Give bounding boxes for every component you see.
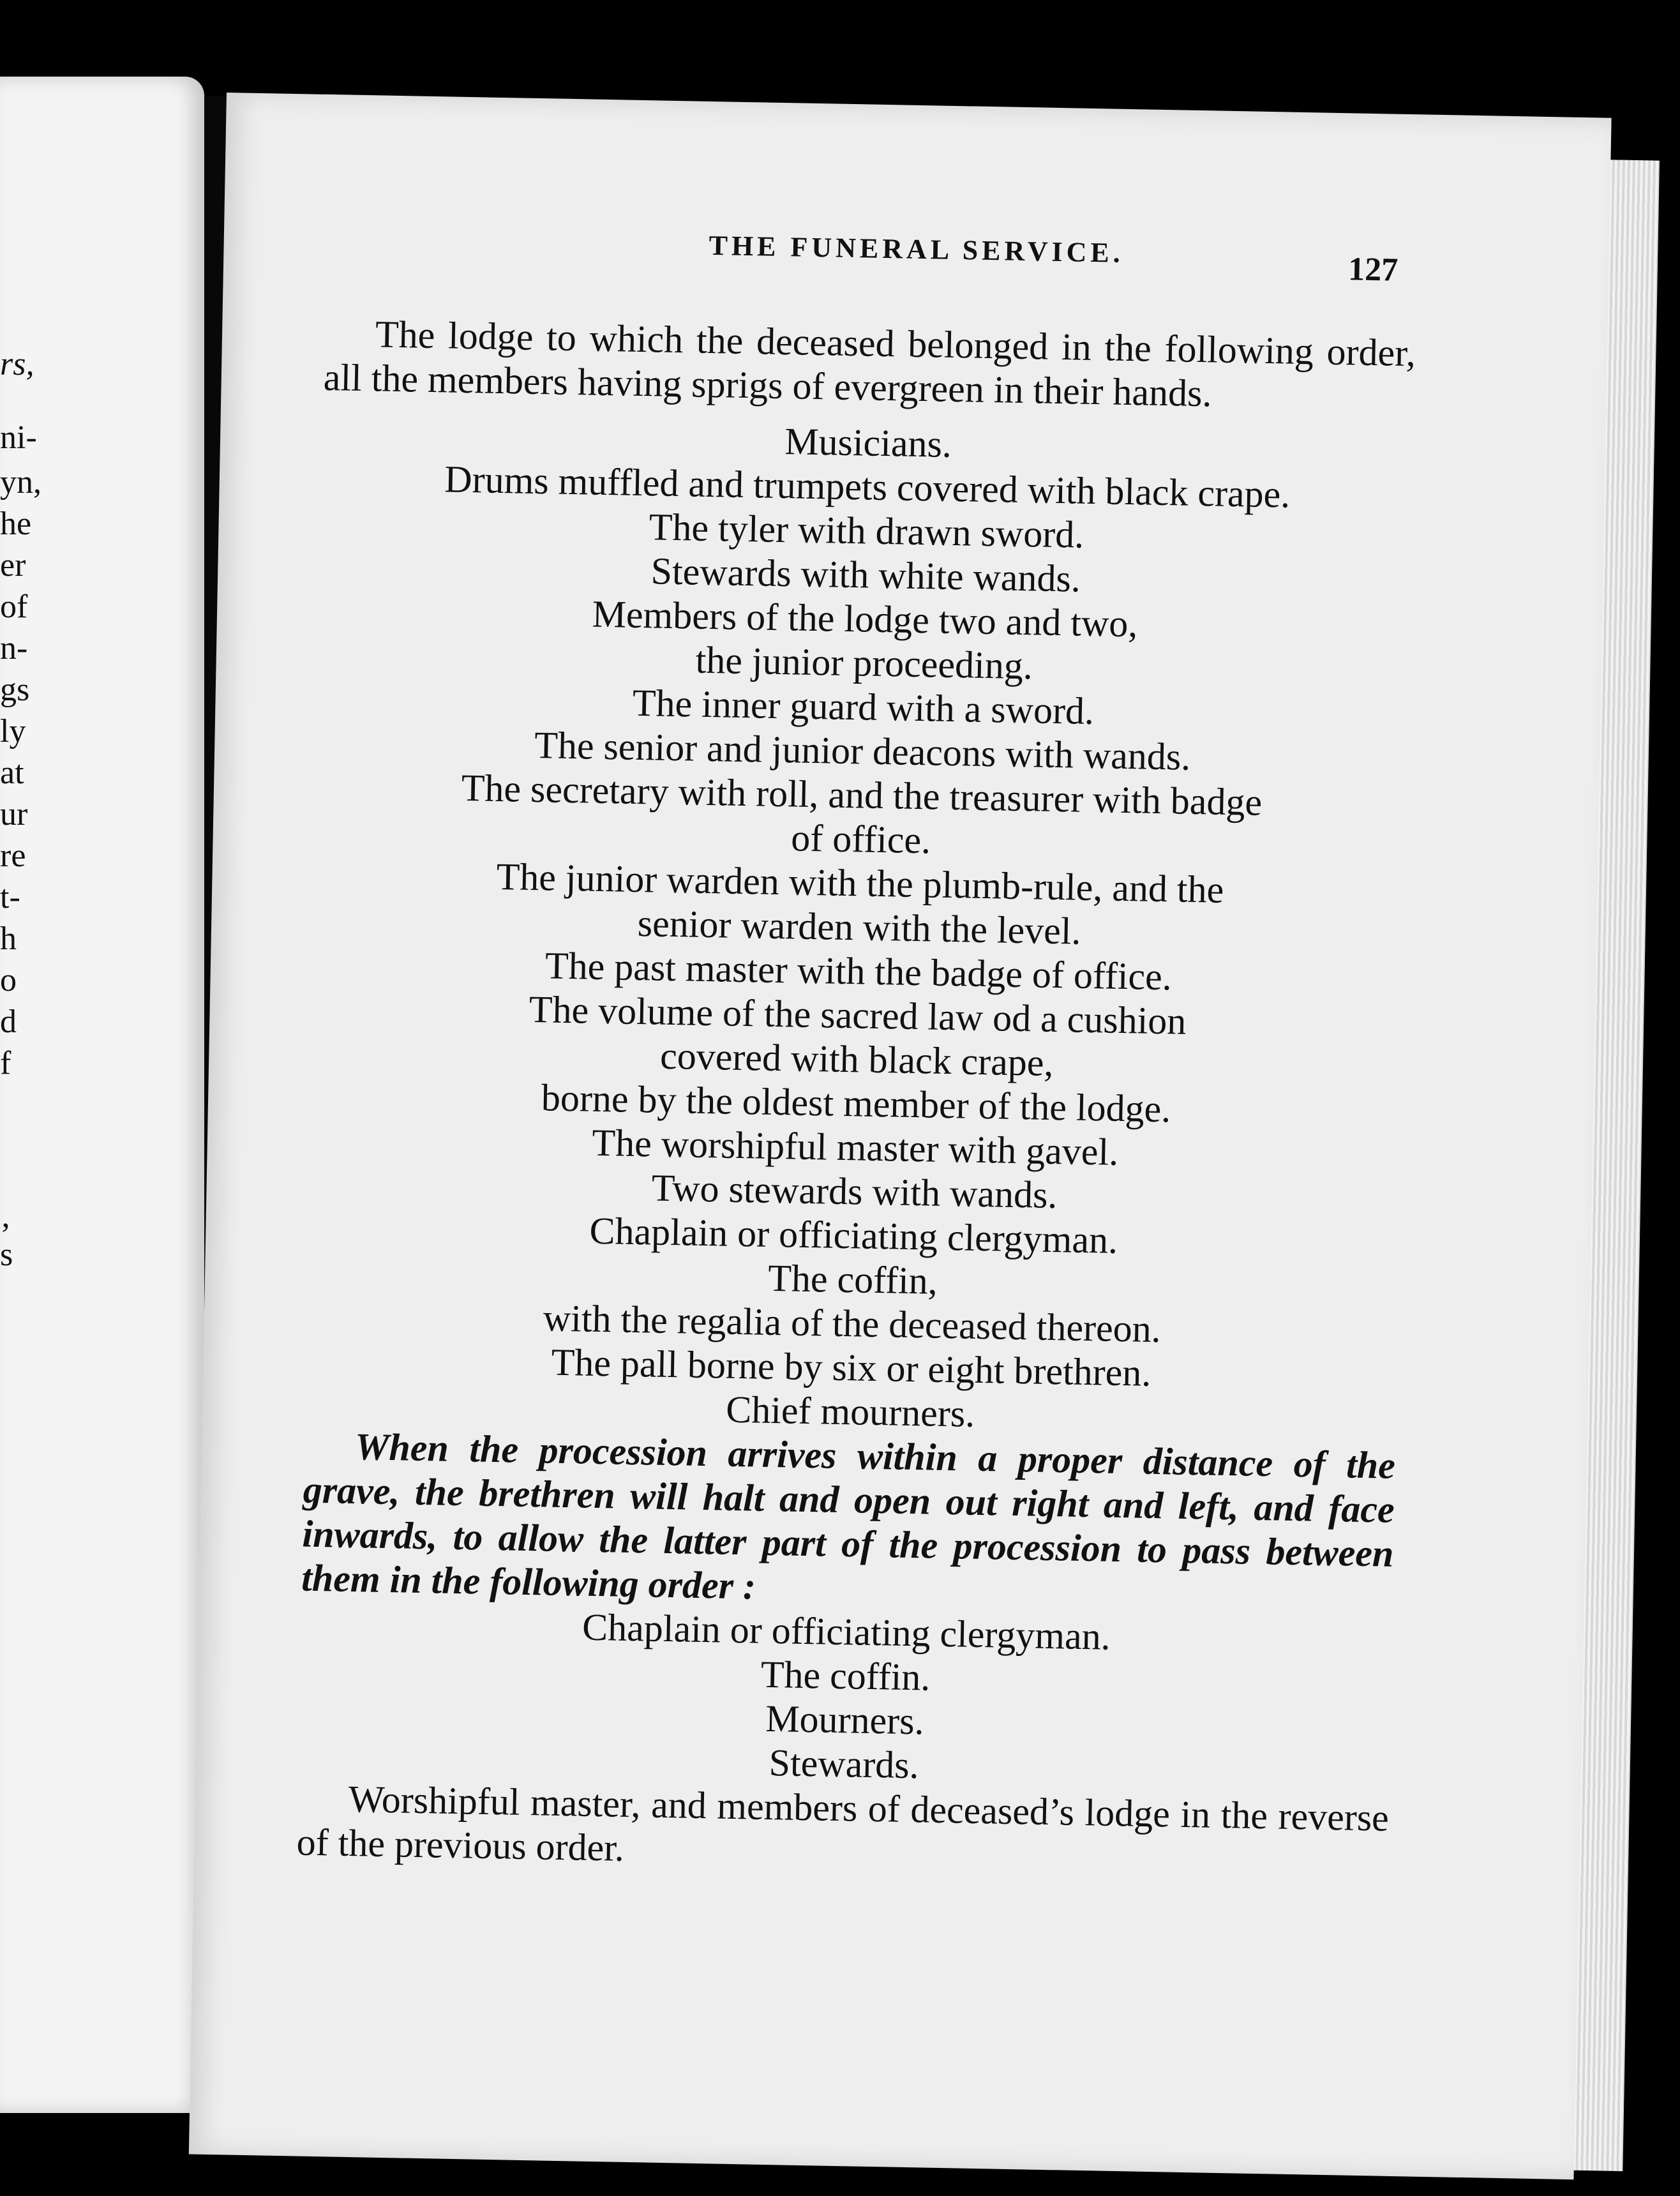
procession-line: of office.	[790, 816, 931, 862]
procession-list	[304, 455, 1414, 1444]
procession-line: senior warden with the level.	[637, 902, 1082, 952]
left-page-fragment: ly	[0, 713, 26, 749]
left-page-fragment: rs,	[0, 346, 34, 382]
left-page-fragment: d	[0, 1004, 17, 1040]
reverse-order-line: Chaplain or officiating clergyman.	[581, 1606, 1111, 1658]
page-body	[296, 312, 1416, 1884]
instruction-paragraph: When the procession arrives within a proper distance of the grave, the brethren will halt and open out right and left, and face inwards, to allow the latter part of the procession to pass between them in the following order :	[301, 1425, 1396, 1607]
procession-line: Drums muffled and trumpets covered with black crape.	[444, 458, 1291, 516]
left-page-fragment: s	[0, 1237, 13, 1273]
running-head: THE FUNERAL SERVICE.	[709, 229, 1125, 269]
reverse-order-line: Mourners.	[765, 1697, 925, 1743]
left-page-fragment: ‚	[0, 1198, 11, 1235]
page-number: 127	[1347, 251, 1399, 289]
procession-line: Two stewards with wands.	[651, 1166, 1058, 1217]
procession-line: Chief mourners.	[725, 1388, 975, 1435]
procession-line: The pall borne by six or eight brethren.	[551, 1341, 1151, 1394]
intro-paragraph: The lodge to which the deceased belonged in the following order, all the members having sprigs of evergreen in their hands.	[323, 313, 1416, 415]
musicians-heading: Musicians.	[784, 420, 952, 465]
procession-line: the junior proceeding.	[695, 638, 1033, 688]
procession-line: with the regalia of the deceased thereon.	[543, 1297, 1162, 1351]
procession-line: The worshipful master with gavel.	[591, 1121, 1119, 1173]
left-page-fragment: yn,	[0, 464, 41, 500]
left-page-fragment: at	[0, 755, 24, 791]
reverse-order-list	[298, 1600, 1393, 1796]
procession-line: Members of the lodge two and two,	[592, 592, 1138, 645]
procession-line: Chaplain or officiating clergyman.	[589, 1209, 1118, 1261]
left-page-fragment: ur	[0, 796, 28, 832]
left-page-fragment: he	[0, 506, 32, 542]
procession-line: The inner guard with a sword.	[632, 681, 1095, 733]
left-page-fragment: o	[0, 962, 17, 998]
left-page-fragment: t-	[0, 879, 20, 915]
left-page-fragment: er	[0, 547, 26, 583]
facing-page-left	[0, 77, 204, 2113]
procession-line: The tyler with drawn sword.	[649, 506, 1084, 556]
procession-line: The secretary with roll, and the treasurer with badge	[461, 766, 1263, 824]
procession-line: The senior and junior deacons with wands.	[534, 724, 1191, 778]
closing-paragraph: Worshipful master, and members of deceased’s lodge in the reverse of the previous order.	[296, 1777, 1390, 1869]
left-page-fragment: ni-	[0, 419, 37, 456]
left-page-fragment: of	[0, 589, 28, 625]
procession-line: borne by the oldest member of the lodge.	[541, 1076, 1171, 1131]
reverse-order-line: Stewards.	[769, 1741, 920, 1787]
left-page-fragment: re	[0, 838, 26, 874]
procession-line: The junior warden with the plumb-rule, and the	[496, 855, 1224, 911]
left-page-fragment: f	[0, 1045, 11, 1081]
left-page-fragment: n-	[0, 630, 28, 666]
procession-line: The coffin,	[767, 1256, 938, 1302]
book-page-right	[189, 93, 1612, 2179]
procession-line: The volume of the sacred law od a cushion	[529, 988, 1187, 1042]
reverse-order-line: The coffin.	[760, 1653, 931, 1699]
procession-line: Stewards with white wands.	[650, 550, 1081, 600]
procession-line: covered with black crape,	[659, 1034, 1054, 1084]
left-page-fragment: h	[0, 921, 17, 957]
procession-line: The past master with the badge of office.	[544, 944, 1173, 998]
left-page-fragment: gs	[0, 672, 30, 708]
